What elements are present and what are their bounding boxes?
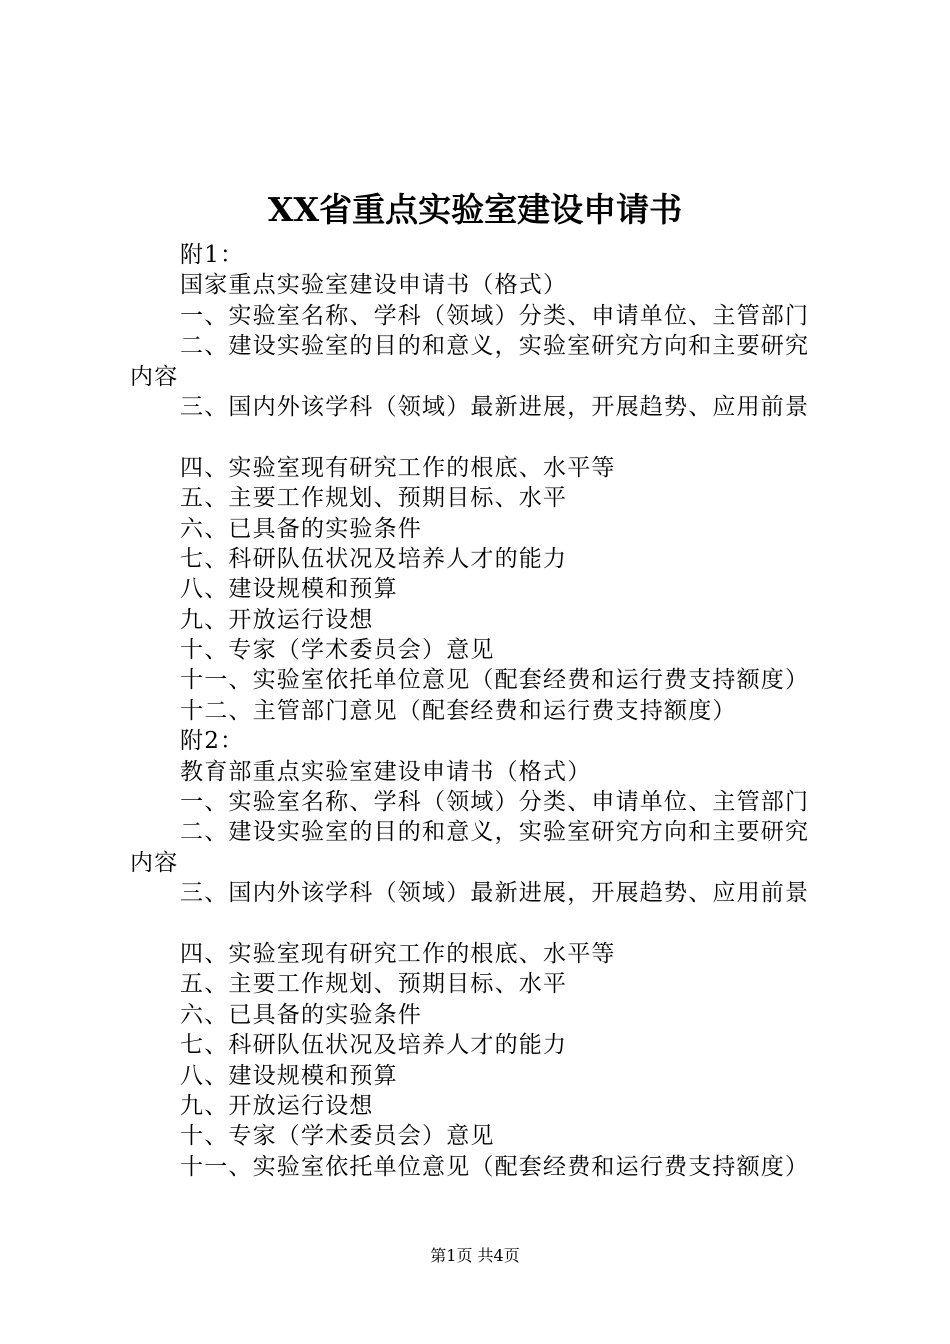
page-footer: 第1页 共4页 — [430, 1246, 520, 1265]
text-line: 十、专家（学术委员会）意见 — [180, 1123, 495, 1150]
document-title: XX省重点实验室建设申请书 — [267, 190, 683, 229]
text-line: 二、建设实验室的目的和意义，实验室研究方向和主要研究 — [180, 333, 810, 360]
text-line: 附2： — [180, 728, 245, 755]
blank-line — [130, 422, 850, 452]
text-line: 六、已具备的实验条件 — [180, 515, 422, 542]
text-line: 九、开放运行设想 — [180, 1092, 374, 1119]
text-line: 四、实验室现有研究工作的根底、水平等 — [180, 454, 616, 481]
text-line: 八、建设规模和预算 — [180, 576, 398, 603]
text-line: 内容 — [130, 363, 179, 390]
text-line: 十一、实验室依托单位意见（配套经费和运行费支持额度） — [180, 667, 810, 694]
text-line: 十二、主管部门意见（配套经费和运行费支持额度） — [180, 697, 737, 724]
text-line: 二、建设实验室的目的和意义，实验室研究方向和主要研究 — [180, 819, 810, 846]
text-line: 四、实验室现有研究工作的根底、水平等 — [180, 940, 616, 967]
text-line: 五、主要工作规划、预期目标、水平 — [180, 971, 568, 998]
text-line: 一、实验室名称、学科（领域）分类、申请单位、主管部门 — [180, 789, 810, 816]
text-line: 一、实验室名称、学科（领域）分类、申请单位、主管部门 — [180, 302, 810, 329]
text-line: 七、科研队伍状况及培养人才的能力 — [180, 1032, 568, 1059]
text-line: 国家重点实验室建设申请书（格式） — [180, 272, 568, 299]
blank-line — [130, 909, 850, 939]
text-line: 十一、实验室依托单位意见（配套经费和运行费支持额度） — [180, 1153, 810, 1180]
text-line: 七、科研队伍状况及培养人才的能力 — [180, 545, 568, 572]
text-line: 六、已具备的实验条件 — [180, 1001, 422, 1028]
text-line: 十、专家（学术委员会）意见 — [180, 637, 495, 664]
text-line: 三、国内外该学科（领域）最新进展，开展趋势、应用前景 — [180, 880, 810, 907]
text-line: 内容 — [130, 849, 179, 876]
text-line: 教育部重点实验室建设申请书（格式） — [180, 758, 592, 785]
text-line: 八、建设规模和预算 — [180, 1062, 398, 1089]
text-line: 九、开放运行设想 — [180, 606, 374, 633]
text-line: 三、国内外该学科（领域）最新进展，开展趋势、应用前景 — [180, 393, 810, 420]
text-line: 附1： — [180, 242, 245, 268]
document-body — [130, 240, 850, 1182]
text-line: 五、主要工作规划、预期目标、水平 — [180, 485, 568, 512]
